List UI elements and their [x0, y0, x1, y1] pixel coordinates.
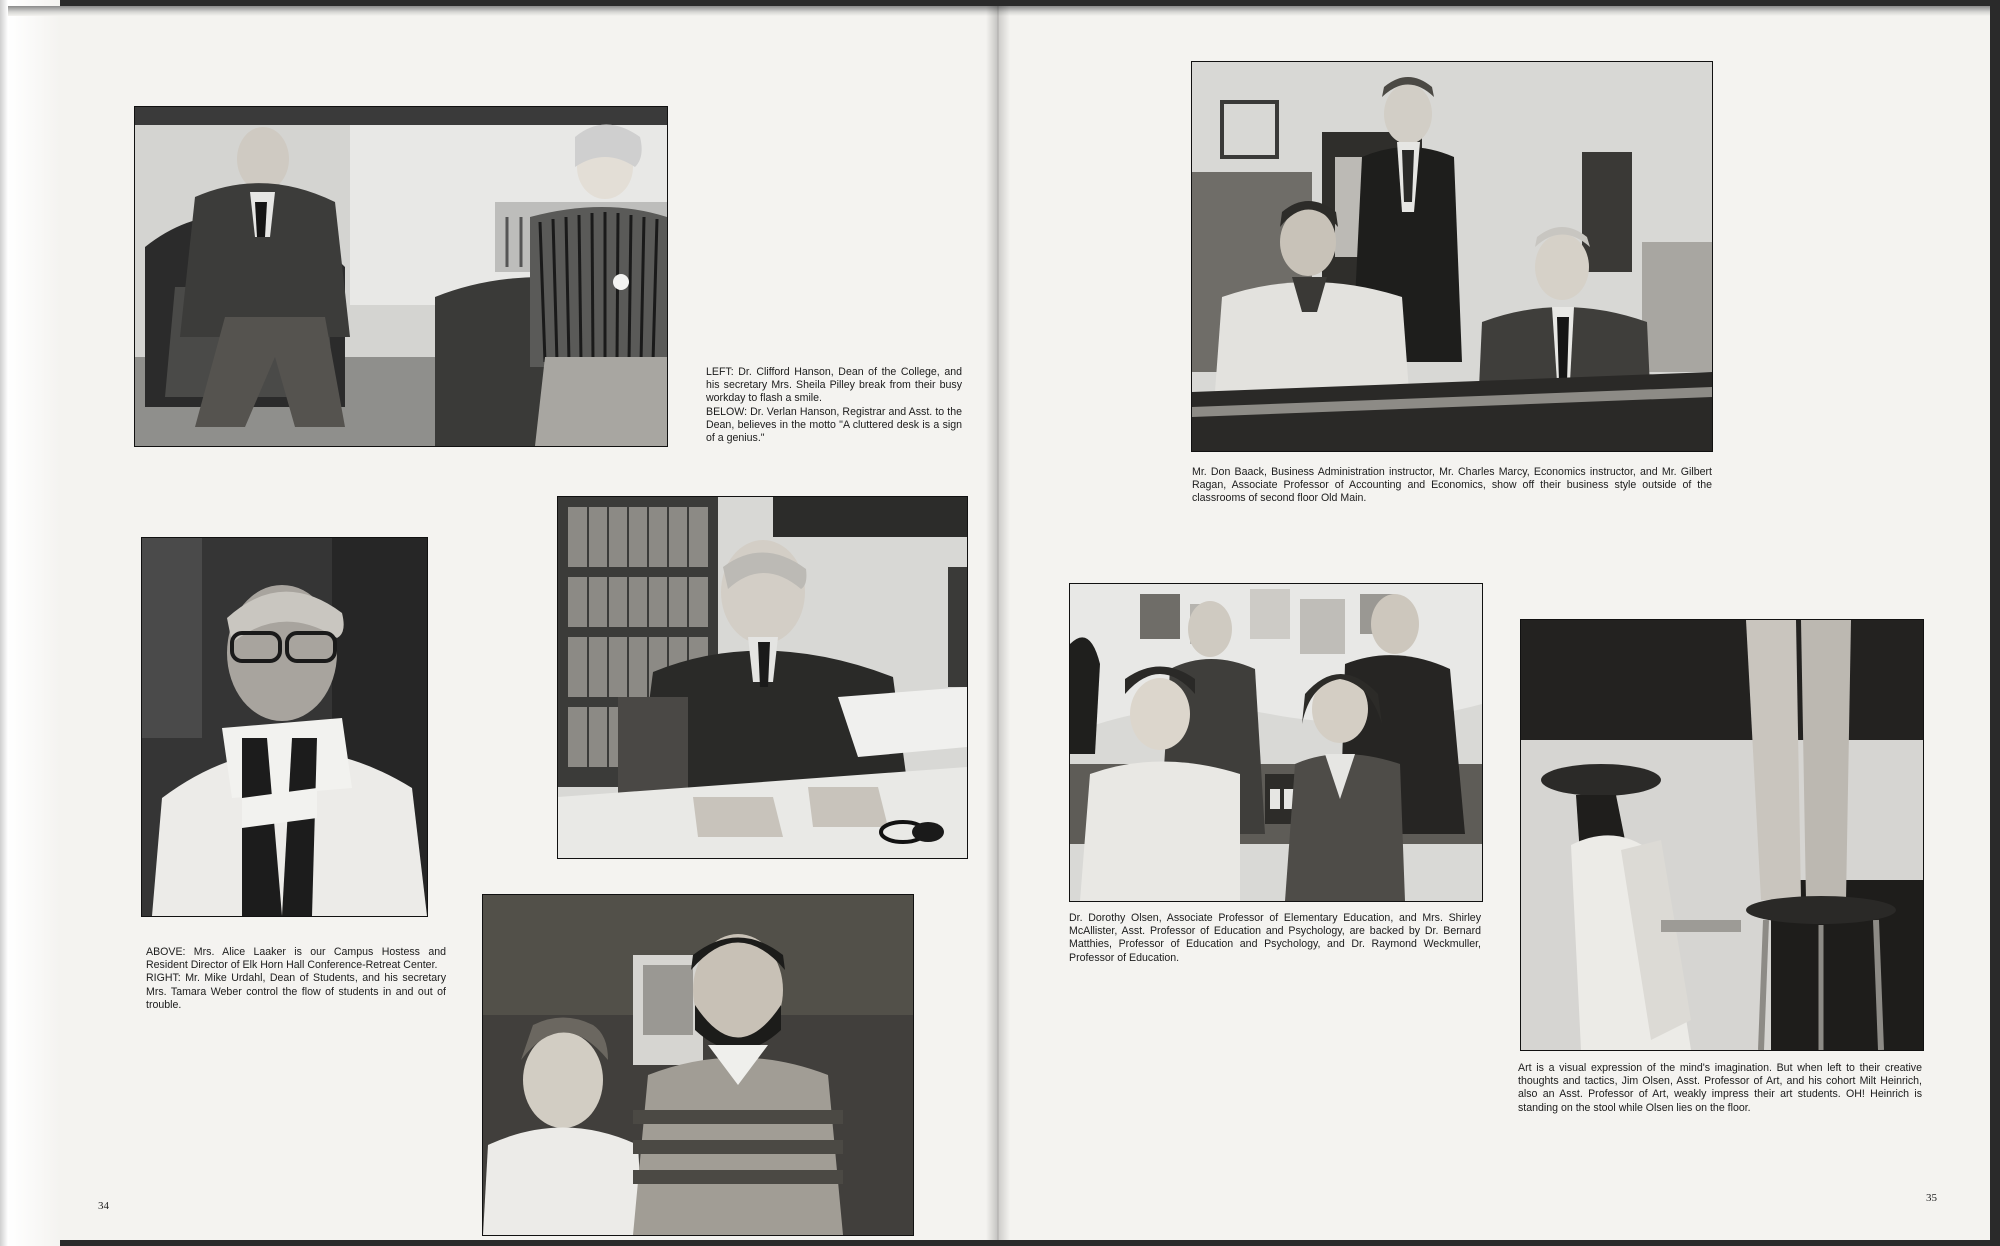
page-number-right: 35 — [1926, 1192, 1937, 1204]
photo-alice-laaker — [141, 537, 428, 917]
caption-right-text: RIGHT: Mr. Mike Urdahl, Dean of Students, and his secretary Mrs. Tamara Weber control the flow of students in and out of trouble. — [146, 972, 446, 1011]
caption-art-professors — [1518, 1062, 1922, 1115]
photo-art-professors — [1520, 619, 1924, 1051]
page-number-left: 34 — [98, 1200, 109, 1212]
caption-business-text: Mr. Don Baack, Business Administration instructor, Mr. Charles Marcy, Economics instructor, and Mr. Gilbert Ragan, Associate Professor of Accounting and Economics, show off their business style outside of the classrooms of second floor Old Main. — [1192, 466, 1712, 505]
photo-verlan-hanson — [557, 496, 968, 859]
caption-left-text: LEFT: Dr. Clifford Hanson, Dean of the College, and his secretary Mrs. Sheila Pilley break from their busy workday to flash a smile. — [706, 366, 962, 405]
caption-education-text: Dr. Dorothy Olsen, Associate Professor of Elementary Education, and Mrs. Shirley McAllister, Asst. Professor of Education and Psychology, are backed by Dr. Bernard Matthies, Professor of Education and Psychology, and Dr. Raymond Weckmuller, Professor of Education. — [1069, 912, 1481, 964]
caption-dean-office — [706, 366, 962, 445]
caption-business-faculty — [1192, 466, 1712, 506]
caption-education-faculty — [1069, 912, 1481, 965]
photo-education-faculty — [1069, 583, 1483, 902]
caption-below-text: BELOW: Dr. Verlan Hanson, Registrar and Asst. to the Dean, believes in the motto "A cluttered desk is a sign of a genius." — [706, 405, 962, 445]
book-gutter — [986, 6, 1010, 1240]
caption-laaker-urdahl — [146, 946, 446, 1012]
photo-mike-urdahl-and-secretary — [482, 894, 914, 1236]
photo-business-faculty — [1191, 61, 1713, 452]
photo-dean-and-secretary — [134, 106, 668, 447]
caption-art-text: Art is a visual expression of the mind's imagination. But when left to their creative thoughts and tactics, Jim Olsen, Asst. Professor of Art, and his cohort Milt Heinrich, also an Asst. Professor of Art, weakly impress their art students. OH! Heinrich is standing on the stool while Olsen lies on the floor. — [1518, 1062, 1922, 1114]
caption-above-text: ABOVE: Mrs. Alice Laaker is our Campus Hostess and Resident Director of Elk Horn Hall Conference-Retreat Center. — [146, 946, 446, 972]
page-edge — [0, 0, 60, 1246]
